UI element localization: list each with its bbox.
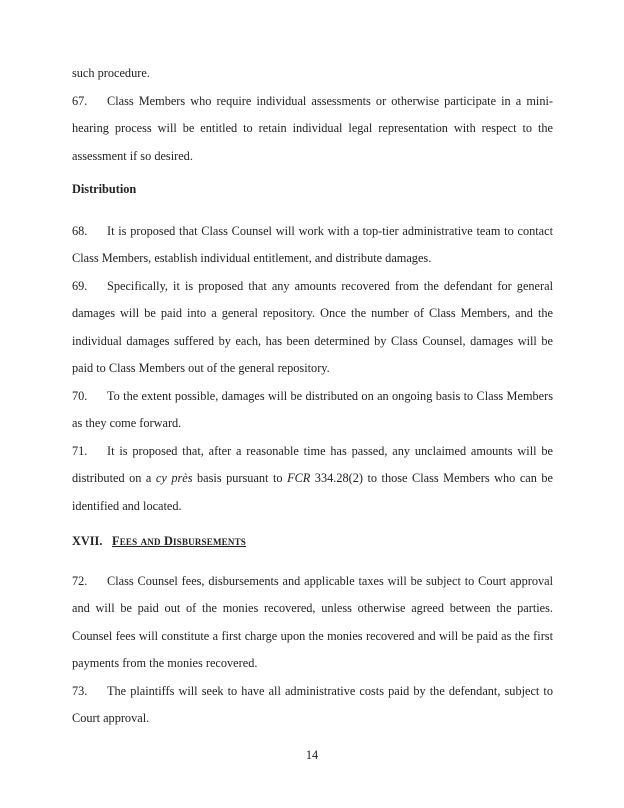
- paragraph-text: Specifically, it is proposed that any amounts recovered from the defendant for general damages will be paid into a general repository. Once the number of Class Members, and the individual damages suffered by each, has been determined by Class Counsel, damages will be paid to Class Members out of the general repository.: [72, 278, 553, 375]
- paragraph-text: Class Members who require individual assessments or otherwise participate in a mini-hearing process will be entitled to retain individual legal representation with respect to the assessment if so desired.: [72, 93, 553, 163]
- paragraph-number: 68.: [72, 223, 88, 238]
- paragraph-67: [72, 88, 553, 171]
- paragraph-number: 73.: [72, 683, 88, 698]
- paragraph-69: [72, 273, 553, 383]
- paragraph-text: such procedure.: [72, 66, 150, 80]
- paragraph-70: [72, 383, 553, 438]
- paragraph-number: 69.: [72, 278, 88, 293]
- heading-distribution: Distribution: [72, 182, 137, 196]
- paragraph-71: [72, 438, 553, 521]
- paragraph-text: It is proposed that, after a reasonable time has passed, any unclaimed amounts will be distributed on a: [72, 443, 553, 485]
- paragraph-text: The plaintiffs will seek to have all administrative costs paid by the defendant, subject to Court approval.: [72, 683, 553, 725]
- paragraph-66-continuation: [72, 60, 553, 88]
- page-number: 14: [305, 748, 319, 762]
- page-content: [72, 60, 553, 733]
- paragraph-text: basis pursuant to: [192, 471, 288, 485]
- paragraph-number: 71.: [72, 443, 88, 458]
- paragraph-number: 70.: [72, 388, 88, 403]
- paragraph-text: 334.28(2) to those Class Members who can be identified and located.: [72, 471, 553, 513]
- paragraph-text: To the extent possible, damages will be distributed on an ongoing basis to Class Members as they come forward.: [72, 388, 553, 430]
- section-number: XVII.: [72, 534, 103, 548]
- paragraph-text: It is proposed that Class Counsel will work with a top-tier administrative team to contact Class Members, establish individual entitlement, and distribute damages.: [72, 223, 553, 265]
- section-heading-xvii: [72, 528, 553, 556]
- latin-term-cy-pres: cy près: [155, 471, 193, 485]
- citation-fcr: FCR: [287, 471, 311, 485]
- paragraph-text: Class Counsel fees, disbursements and applicable taxes will be subject to Court approval and will be paid out of the monies recovered, unless otherwise agreed between the parties. Counsel fees will constitute a first charge upon the monies recovered and will be paid as the first payments from the monies recovered.: [72, 573, 553, 670]
- paragraph-72: [72, 568, 553, 678]
- paragraph-number: 72.: [72, 573, 88, 588]
- paragraph-number: 67.: [72, 93, 88, 108]
- section-title: Fees and Disbursements: [112, 534, 246, 548]
- paragraph-68: [72, 218, 553, 273]
- paragraph-73: [72, 678, 553, 733]
